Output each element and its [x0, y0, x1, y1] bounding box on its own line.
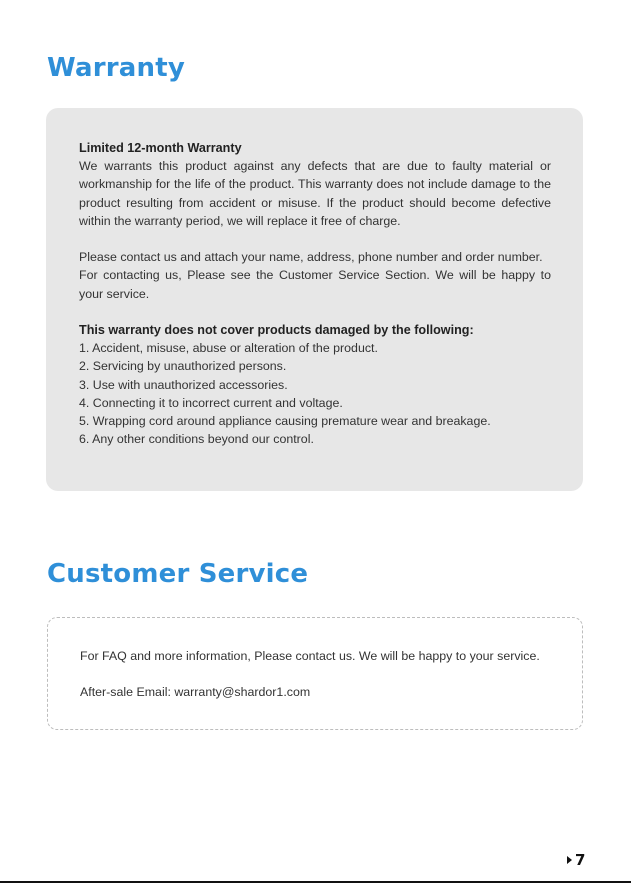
- page-number-label: 7: [575, 851, 586, 869]
- warranty-title: Warranty: [47, 53, 185, 83]
- warranty-heading: Limited 12-month Warranty: [79, 141, 242, 155]
- customer-service-title: Customer Service: [47, 559, 309, 589]
- exclusion-item: 1. Accident, misuse, abuse or alteration of the product.: [79, 341, 378, 356]
- exclusion-item: 4. Connecting it to incorrect current and voltage.: [79, 395, 343, 410]
- exclusion-item: 2. Servicing by unauthorized persons.: [79, 359, 287, 374]
- warranty-body: We warrants this product against any defects that are due to faulty material or workmanship for the life of the product. This warranty does not include damage to the product resulting from accident or misuse. If the product should become defective within the warranty period, we will replace it free of charge.: [79, 159, 551, 228]
- customer-service-info: For FAQ and more information, Please contact us. We will be happy to your service.: [80, 649, 540, 663]
- spacer: [79, 230, 551, 248]
- exclusion-item: 6. Any other conditions beyond our control.: [79, 432, 314, 447]
- spacer: [79, 303, 551, 321]
- spacer: [80, 665, 582, 683]
- warranty-box: [46, 108, 583, 491]
- warranty-contact-section: For contacting us, Please see the Customer Service Section. We will be happy to your service.: [79, 268, 551, 301]
- exclusion-item: 3. Use with unauthorized accessories.: [79, 377, 288, 392]
- page-number: [567, 851, 585, 869]
- after-sale-email: After-sale Email: warranty@shardor1.com: [80, 685, 311, 699]
- triangle-right-icon: [567, 856, 572, 864]
- warranty-contact: Please contact us and attach your name, address, phone number and order number.: [79, 250, 543, 265]
- exclusions-heading: This warranty does not cover products damaged by the following:: [79, 323, 474, 337]
- customer-service-box: [47, 617, 583, 730]
- exclusion-item: 5. Wrapping cord around appliance causing premature wear and breakage.: [79, 414, 491, 429]
